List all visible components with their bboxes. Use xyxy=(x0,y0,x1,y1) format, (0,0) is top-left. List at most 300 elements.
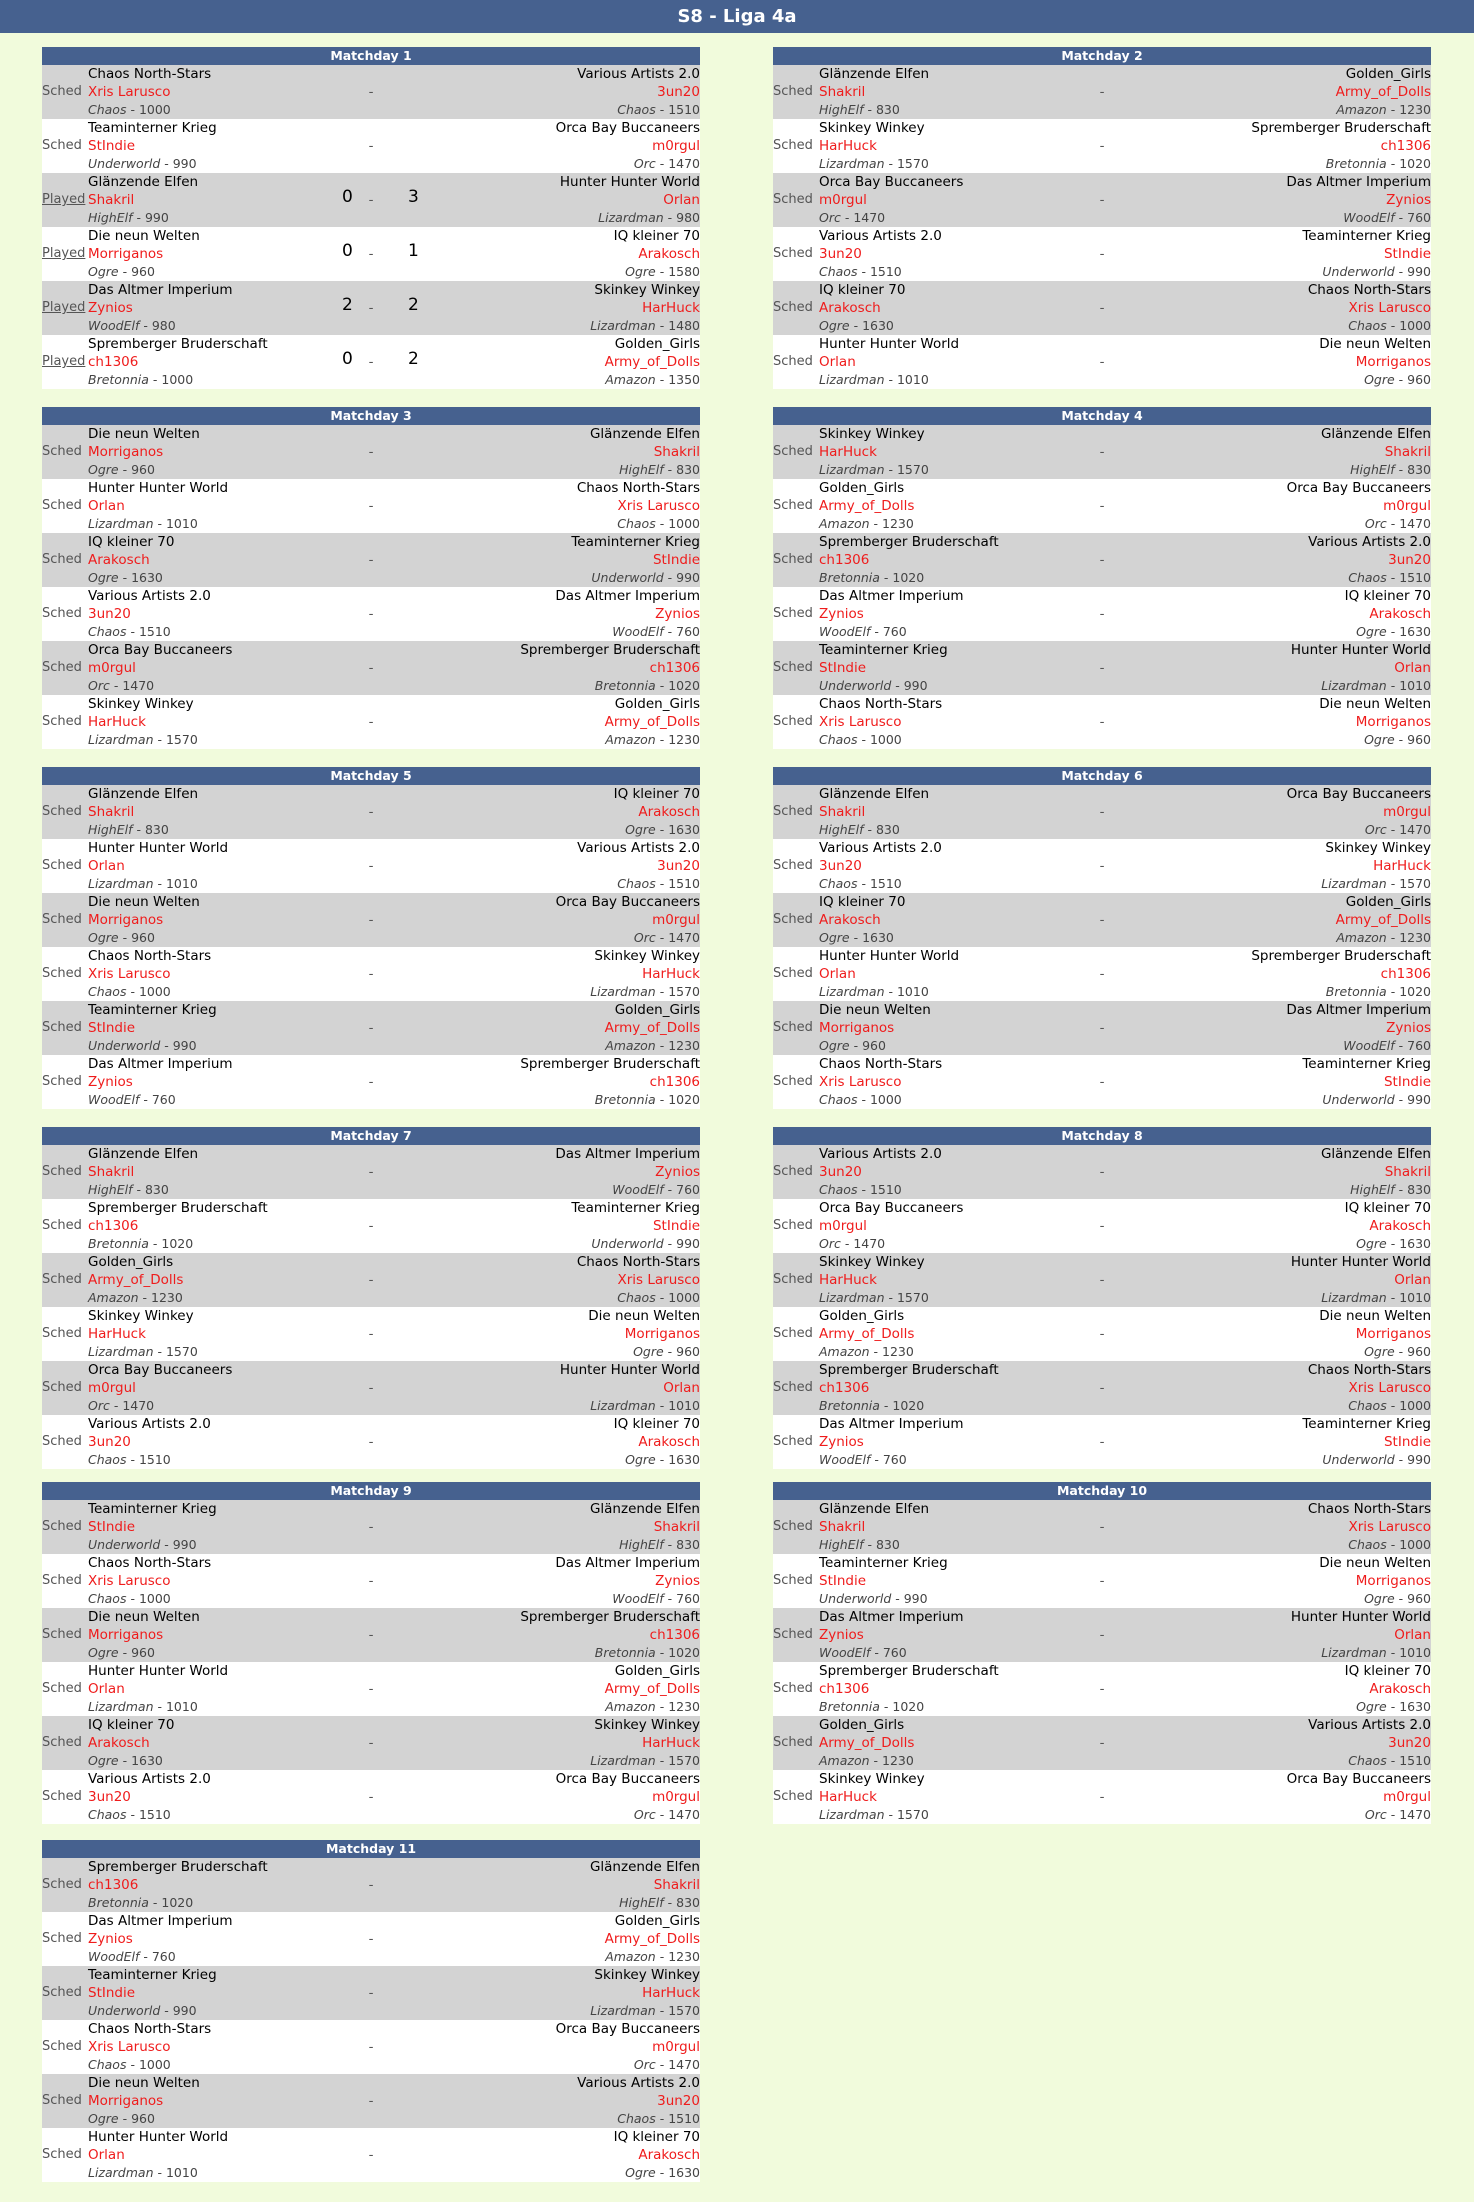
away-rating: 1230 xyxy=(668,1699,700,1714)
home-coach[interactable]: Zynios xyxy=(88,300,133,316)
meta-separator: - xyxy=(863,822,876,837)
away-coach[interactable]: Zynios xyxy=(655,1573,700,1589)
away-coach[interactable]: StIndie xyxy=(1383,1434,1431,1450)
away-team-info xyxy=(617,875,700,893)
meta-separator: - xyxy=(160,1537,173,1552)
home-coach[interactable]: Shakril xyxy=(88,804,135,820)
away-coach[interactable]: HarHuck xyxy=(642,966,700,982)
home-coach[interactable]: Orlan xyxy=(88,2147,125,2163)
status-label: Sched xyxy=(773,192,813,207)
away-coach[interactable]: Army_of_Dolls xyxy=(604,354,700,370)
away-coach[interactable]: HarHuck xyxy=(642,1735,700,1751)
home-coach[interactable]: Morriganos xyxy=(88,1627,164,1643)
home-team-info xyxy=(819,875,902,893)
match-row xyxy=(773,479,1431,533)
home-coach[interactable]: Arakosch xyxy=(819,300,881,316)
home-coach[interactable]: Xris Larusco xyxy=(88,1573,171,1589)
away-coach[interactable]: Zynios xyxy=(655,1164,700,1180)
home-race: Ogre xyxy=(819,318,850,333)
home-coach[interactable]: Orlan xyxy=(88,498,125,514)
match-row xyxy=(773,641,1431,695)
away-coach[interactable]: Orlan xyxy=(1394,1627,1431,1643)
away-team-info xyxy=(590,983,700,1001)
home-team-name: Hunter Hunter World xyxy=(819,948,960,964)
match-row xyxy=(42,227,700,281)
away-team-info xyxy=(1348,1397,1431,1415)
away-race: Ogre xyxy=(625,1452,656,1467)
status-label: Sched xyxy=(42,912,82,927)
away-coach[interactable]: 3un20 xyxy=(657,84,700,100)
away-rating: 960 xyxy=(1407,372,1431,387)
away-coach[interactable]: StIndie xyxy=(1383,246,1431,262)
score-separator: - xyxy=(1099,1789,1105,1805)
away-coach[interactable]: m0rgul xyxy=(652,912,700,928)
away-score: 3 xyxy=(408,187,419,207)
away-race: Ogre xyxy=(1356,1699,1387,1714)
away-race: Ogre xyxy=(1364,372,1395,387)
meta-separator: - xyxy=(884,984,897,999)
away-coach[interactable]: Army_of_Dolls xyxy=(604,714,700,730)
matchday-header: Matchday 10 xyxy=(773,1482,1431,1500)
home-coach[interactable]: Arakosch xyxy=(88,1735,150,1751)
away-coach[interactable]: Xris Larusco xyxy=(1348,300,1431,316)
meta-separator: - xyxy=(139,1092,152,1107)
home-coach[interactable]: ch1306 xyxy=(88,1877,139,1893)
meta-separator: - xyxy=(891,1591,904,1606)
home-coach[interactable]: Xris Larusco xyxy=(819,1074,902,1090)
away-rating: 1630 xyxy=(668,1452,700,1467)
home-coach[interactable]: Orlan xyxy=(819,966,856,982)
match-row xyxy=(773,1307,1431,1361)
home-coach[interactable]: Shakril xyxy=(88,192,135,208)
home-coach[interactable]: HarHuck xyxy=(88,714,146,730)
away-coach[interactable]: m0rgul xyxy=(1383,804,1431,820)
away-rating: 1470 xyxy=(668,2057,700,2072)
home-coach[interactable]: m0rgul xyxy=(88,1380,136,1396)
matchday-block xyxy=(773,767,1431,1109)
played-link[interactable]: Played xyxy=(42,246,86,261)
away-rating: 1470 xyxy=(1399,516,1431,531)
match-row xyxy=(773,839,1431,893)
home-race: Lizardman xyxy=(819,372,885,387)
away-coach[interactable]: 3un20 xyxy=(1388,552,1431,568)
status-label: Sched xyxy=(42,1735,82,1750)
played-link[interactable]: Played xyxy=(42,300,86,315)
meta-separator: - xyxy=(1394,1344,1408,1359)
away-coach[interactable]: Morriganos xyxy=(1355,714,1431,730)
meta-separator: - xyxy=(153,1699,166,1714)
match-row xyxy=(42,641,700,695)
meta-separator: - xyxy=(1386,1699,1400,1714)
home-rating: 960 xyxy=(131,930,155,945)
status-label: Sched xyxy=(773,1326,813,1341)
away-coach[interactable]: StIndie xyxy=(1383,1074,1431,1090)
away-coach[interactable]: Xris Larusco xyxy=(1348,1380,1431,1396)
home-team-name: Various Artists 2.0 xyxy=(819,840,942,856)
away-coach[interactable]: Xris Larusco xyxy=(1348,1519,1431,1535)
away-coach[interactable]: Morriganos xyxy=(1355,1573,1431,1589)
home-rating: 760 xyxy=(882,624,907,639)
meta-separator: - xyxy=(126,102,139,117)
home-coach[interactable]: Morriganos xyxy=(88,246,164,262)
away-rating: 1630 xyxy=(668,822,700,837)
away-team-name: Orca Bay Buccaneers xyxy=(555,1771,700,1787)
away-team-info xyxy=(1326,155,1431,173)
away-coach[interactable]: Army_of_Dolls xyxy=(1335,84,1431,100)
home-rating: 1000 xyxy=(138,102,171,117)
away-coach[interactable]: 3un20 xyxy=(657,2093,700,2109)
home-rating: 1020 xyxy=(161,1236,194,1251)
home-coach[interactable]: Orlan xyxy=(88,858,125,874)
away-coach[interactable]: ch1306 xyxy=(1380,966,1431,982)
meta-separator: - xyxy=(879,1699,893,1714)
away-coach[interactable]: Zynios xyxy=(1386,1020,1431,1036)
matchday-header: Matchday 1 xyxy=(42,47,700,65)
home-coach[interactable]: StIndie xyxy=(88,1985,136,2001)
away-race: Lizardman xyxy=(1321,678,1387,693)
away-coach[interactable]: ch1306 xyxy=(1380,138,1431,154)
away-rating: 980 xyxy=(676,210,700,225)
match-row xyxy=(42,533,700,587)
home-coach[interactable]: Morriganos xyxy=(88,912,164,928)
status-label: Sched xyxy=(773,606,813,621)
home-rating: 760 xyxy=(882,1645,907,1660)
away-team-name: Das Altmer Imperium xyxy=(1286,174,1431,190)
meta-separator: - xyxy=(126,1807,139,1822)
home-coach[interactable]: Arakosch xyxy=(819,912,881,928)
home-coach[interactable]: Zynios xyxy=(819,1434,864,1450)
home-coach[interactable]: Xris Larusco xyxy=(88,84,171,100)
home-team-info xyxy=(88,1181,169,1199)
away-coach[interactable]: Arakosch xyxy=(638,2147,700,2163)
home-team-name: Glänzende Elfen xyxy=(819,1501,930,1517)
home-coach[interactable]: Xris Larusco xyxy=(88,966,171,982)
away-coach[interactable]: Xris Larusco xyxy=(617,1272,700,1288)
away-team-info xyxy=(1336,101,1431,119)
home-rating: 1010 xyxy=(165,1699,198,1714)
home-race: Ogre xyxy=(88,1645,119,1660)
away-team-info xyxy=(617,515,700,533)
away-coach[interactable]: Shakril xyxy=(653,1519,700,1535)
home-coach[interactable]: Xris Larusco xyxy=(819,714,902,730)
score-separator: - xyxy=(368,1681,374,1697)
match-row xyxy=(42,587,700,641)
home-coach[interactable]: StIndie xyxy=(88,1020,136,1036)
home-coach[interactable]: Zynios xyxy=(88,1931,133,1947)
meta-separator: - xyxy=(1386,1645,1400,1660)
away-race: Lizardman xyxy=(598,210,664,225)
meta-separator: - xyxy=(655,1092,669,1107)
away-rating: 830 xyxy=(1407,462,1431,477)
away-rating: 990 xyxy=(676,570,700,585)
home-coach[interactable]: Morriganos xyxy=(88,444,164,460)
away-race: Lizardman xyxy=(590,1398,656,1413)
away-coach[interactable]: Morriganos xyxy=(624,1326,700,1342)
home-score: 0 xyxy=(342,349,353,369)
away-coach[interactable]: m0rgul xyxy=(652,138,700,154)
home-team-info xyxy=(819,1397,924,1415)
away-coach[interactable]: Shakril xyxy=(1384,1164,1431,1180)
away-coach[interactable]: Shakril xyxy=(653,444,700,460)
home-team-info xyxy=(88,371,193,389)
home-coach[interactable]: Shakril xyxy=(819,84,866,100)
home-coach[interactable]: StIndie xyxy=(88,1519,136,1535)
away-coach[interactable]: Arakosch xyxy=(638,1434,700,1450)
score-separator: - xyxy=(368,1573,374,1589)
home-coach[interactable]: Morriganos xyxy=(88,2093,164,2109)
matchday-block xyxy=(773,1127,1431,1469)
away-coach[interactable]: 3un20 xyxy=(1388,1735,1431,1751)
away-coach[interactable]: Orlan xyxy=(663,192,700,208)
home-rating: 990 xyxy=(903,1591,928,1606)
match-row xyxy=(773,1415,1431,1469)
home-coach[interactable]: Orlan xyxy=(88,1681,125,1697)
match-row xyxy=(773,1554,1431,1608)
home-score: 2 xyxy=(342,295,353,315)
status-label: Sched xyxy=(42,1272,82,1287)
away-coach[interactable]: HarHuck xyxy=(642,300,700,316)
status-label: Sched xyxy=(42,1434,82,1449)
home-rating: 1630 xyxy=(862,318,894,333)
away-coach[interactable]: Morriganos xyxy=(1355,1326,1431,1342)
away-coach[interactable]: Morriganos xyxy=(1355,354,1431,370)
home-coach[interactable]: HarHuck xyxy=(819,1789,877,1805)
home-team-name: Spremberger Bruderschaft xyxy=(88,336,268,352)
away-coach[interactable]: Xris Larusco xyxy=(617,498,700,514)
meta-separator: - xyxy=(132,1182,145,1197)
match-row xyxy=(773,1199,1431,1253)
away-coach[interactable]: m0rgul xyxy=(1383,498,1431,514)
away-coach[interactable]: StIndie xyxy=(652,552,700,568)
home-team-info xyxy=(819,1752,914,1770)
away-rating: 1480 xyxy=(668,318,700,333)
away-rating: 960 xyxy=(1407,1591,1431,1606)
home-coach[interactable]: Morriganos xyxy=(819,1020,895,1036)
away-coach[interactable]: Orlan xyxy=(663,1380,700,1396)
away-coach[interactable]: Zynios xyxy=(1386,192,1431,208)
away-team-name: Teaminterner Krieg xyxy=(1302,228,1431,244)
away-coach[interactable]: ch1306 xyxy=(649,660,700,676)
away-coach[interactable]: Army_of_Dolls xyxy=(604,1931,700,1947)
home-coach[interactable]: Zynios xyxy=(819,1627,864,1643)
status-label: Sched xyxy=(42,2147,82,2162)
home-team-name: Das Altmer Imperium xyxy=(88,1056,233,1072)
away-race: Bretonnia xyxy=(594,1645,656,1660)
away-coach[interactable]: Arakosch xyxy=(638,246,700,262)
meta-separator: - xyxy=(655,516,669,531)
home-rating: 1630 xyxy=(131,1753,163,1768)
away-coach[interactable]: Arakosch xyxy=(1369,1681,1431,1697)
away-team-name: IQ kleiner 70 xyxy=(1344,1663,1431,1679)
away-coach[interactable]: m0rgul xyxy=(1383,1789,1431,1805)
home-coach[interactable]: ch1306 xyxy=(88,1218,139,1234)
home-team-info xyxy=(819,569,924,587)
home-team-info xyxy=(819,1289,929,1307)
home-team-name: Spremberger Bruderschaft xyxy=(88,1200,268,1216)
home-team-name: Teaminterner Krieg xyxy=(819,1555,948,1571)
match-row xyxy=(42,1716,700,1770)
away-coach[interactable]: 3un20 xyxy=(657,858,700,874)
meta-separator: - xyxy=(884,156,897,171)
home-team-name: Hunter Hunter World xyxy=(88,840,229,856)
away-race: WoodElf xyxy=(612,624,664,639)
away-rating: 1470 xyxy=(668,1807,700,1822)
home-race: Lizardman xyxy=(819,984,885,999)
home-team-name: Spremberger Bruderschaft xyxy=(88,1859,268,1875)
score-separator: - xyxy=(1099,354,1105,370)
home-rating: 1570 xyxy=(896,156,929,171)
score-separator: - xyxy=(368,1218,374,1234)
away-coach[interactable]: HarHuck xyxy=(642,1985,700,2001)
away-coach[interactable]: StIndie xyxy=(652,1218,700,1234)
played-link[interactable]: Played xyxy=(42,354,86,369)
home-coach[interactable]: ch1306 xyxy=(819,1380,870,1396)
meta-separator: - xyxy=(869,516,882,531)
away-coach[interactable]: ch1306 xyxy=(649,1074,700,1090)
away-coach[interactable]: Zynios xyxy=(655,606,700,622)
home-rating: 1570 xyxy=(896,1290,929,1305)
away-team-info xyxy=(634,1806,700,1824)
away-coach[interactable]: Arakosch xyxy=(1369,1218,1431,1234)
away-team-info xyxy=(605,1037,700,1055)
away-coach[interactable]: m0rgul xyxy=(652,2039,700,2055)
away-race: Lizardman xyxy=(590,1753,656,1768)
meta-separator: - xyxy=(655,264,669,279)
home-team-info xyxy=(88,1536,197,1554)
home-race: Ogre xyxy=(88,264,119,279)
away-race: Amazon xyxy=(1336,102,1387,117)
home-coach[interactable]: Army_of_Dolls xyxy=(88,1272,184,1288)
away-team-name: Die neun Welten xyxy=(1319,696,1431,712)
home-team-name: Hunter Hunter World xyxy=(88,1663,229,1679)
home-coach[interactable]: Army_of_Dolls xyxy=(819,498,915,514)
score-separator: - xyxy=(368,1877,374,1893)
matchday-block xyxy=(42,767,700,1109)
home-team-name: Chaos North-Stars xyxy=(819,696,943,712)
home-coach[interactable]: m0rgul xyxy=(819,1218,867,1234)
away-coach[interactable]: Army_of_Dolls xyxy=(604,1020,700,1036)
home-coach[interactable]: HarHuck xyxy=(88,1326,146,1342)
meta-separator: - xyxy=(1394,1591,1408,1606)
away-rating: 1230 xyxy=(668,1949,700,1964)
home-race: Bretonnia xyxy=(88,1236,149,1251)
home-coach[interactable]: 3un20 xyxy=(819,246,862,262)
home-coach[interactable]: 3un20 xyxy=(88,1434,131,1450)
home-coach[interactable]: 3un20 xyxy=(819,1164,862,1180)
away-team-name: Das Altmer Imperium xyxy=(555,1555,700,1571)
away-coach[interactable]: m0rgul xyxy=(652,1789,700,1805)
away-race: Orc xyxy=(1364,1807,1387,1822)
home-coach[interactable]: HarHuck xyxy=(819,1272,877,1288)
home-rating: 960 xyxy=(131,462,155,477)
home-team-info xyxy=(819,209,885,227)
away-team-name: IQ kleiner 70 xyxy=(613,786,700,802)
home-coach[interactable]: Arakosch xyxy=(88,552,150,568)
home-coach[interactable]: StIndie xyxy=(819,660,867,676)
home-coach[interactable]: m0rgul xyxy=(88,660,136,676)
home-coach[interactable]: 3un20 xyxy=(88,1789,131,1805)
away-coach[interactable]: Arakosch xyxy=(1369,606,1431,622)
home-coach[interactable]: Zynios xyxy=(819,606,864,622)
away-rating: 1000 xyxy=(1399,1537,1431,1552)
away-coach[interactable]: Shakril xyxy=(653,1877,700,1893)
home-coach[interactable]: 3un20 xyxy=(819,858,862,874)
home-team-name: Orca Bay Buccaneers xyxy=(88,1362,233,1378)
away-coach[interactable]: Army_of_Dolls xyxy=(604,1681,700,1697)
home-team-name: Skinkey Winkey xyxy=(819,120,925,136)
home-coach[interactable]: Xris Larusco xyxy=(88,2039,171,2055)
home-coach[interactable]: HarHuck xyxy=(819,444,877,460)
home-race: Chaos xyxy=(88,1452,127,1467)
home-coach[interactable]: Shakril xyxy=(88,1164,135,1180)
away-team-name: Spremberger Bruderschaft xyxy=(1251,948,1431,964)
away-coach[interactable]: Orlan xyxy=(1394,660,1431,676)
home-race: WoodElf xyxy=(88,318,140,333)
away-race: Amazon xyxy=(1336,930,1387,945)
home-coach[interactable]: Orlan xyxy=(819,354,856,370)
home-coach[interactable]: StIndie xyxy=(88,138,136,154)
home-rating: 830 xyxy=(144,822,169,837)
score-separator: - xyxy=(1099,1218,1105,1234)
away-team-info xyxy=(612,1181,700,1199)
home-team-name: Chaos North-Stars xyxy=(819,1056,943,1072)
away-coach[interactable]: Shakril xyxy=(1384,444,1431,460)
home-coach[interactable]: ch1306 xyxy=(819,1681,870,1697)
away-coach[interactable]: Arakosch xyxy=(638,804,700,820)
status-label: Sched xyxy=(773,660,813,675)
away-team-name: Teaminterner Krieg xyxy=(571,534,700,550)
away-coach[interactable]: HarHuck xyxy=(1373,858,1431,874)
away-team-info xyxy=(619,461,700,479)
home-coach[interactable]: ch1306 xyxy=(819,552,870,568)
away-race: Chaos xyxy=(1348,1537,1387,1552)
matchday-block xyxy=(42,1482,700,1824)
home-race: Lizardman xyxy=(88,2165,154,2180)
away-coach[interactable]: ch1306 xyxy=(649,1627,700,1643)
home-coach[interactable]: Shakril xyxy=(819,1519,866,1535)
home-coach[interactable]: 3un20 xyxy=(88,606,131,622)
played-link[interactable]: Played xyxy=(42,192,86,207)
away-team-info xyxy=(625,1451,700,1469)
away-rating: 1230 xyxy=(668,732,700,747)
home-coach[interactable]: ch1306 xyxy=(88,354,139,370)
home-coach[interactable]: HarHuck xyxy=(819,138,877,154)
home-team-name: IQ kleiner 70 xyxy=(88,1717,175,1733)
away-race: WoodElf xyxy=(1343,1038,1395,1053)
home-coach[interactable]: Army_of_Dolls xyxy=(819,1326,915,1342)
home-coach[interactable]: StIndie xyxy=(819,1573,867,1589)
home-coach[interactable]: Zynios xyxy=(88,1074,133,1090)
matchday-header: Matchday 5 xyxy=(42,767,700,785)
away-race: Underworld xyxy=(1322,1092,1395,1107)
home-team-name: Teaminterner Krieg xyxy=(88,120,217,136)
home-coach[interactable]: Shakril xyxy=(819,804,866,820)
home-team-name: Various Artists 2.0 xyxy=(819,228,942,244)
away-coach[interactable]: Army_of_Dolls xyxy=(1335,912,1431,928)
meta-separator: - xyxy=(139,318,152,333)
home-rating: 760 xyxy=(151,1949,176,1964)
away-team-name: Spremberger Bruderschaft xyxy=(1251,120,1431,136)
away-team-name: Orca Bay Buccaneers xyxy=(555,2021,700,2037)
home-team-info xyxy=(819,1698,924,1716)
home-coach[interactable]: m0rgul xyxy=(819,192,867,208)
home-team-name: Die neun Welten xyxy=(819,1002,931,1018)
home-coach[interactable]: Army_of_Dolls xyxy=(819,1735,915,1751)
home-team-name: Das Altmer Imperium xyxy=(819,1609,964,1625)
score-separator: - xyxy=(368,1735,374,1751)
away-coach[interactable]: Orlan xyxy=(1394,1272,1431,1288)
score-separator: - xyxy=(368,246,374,262)
